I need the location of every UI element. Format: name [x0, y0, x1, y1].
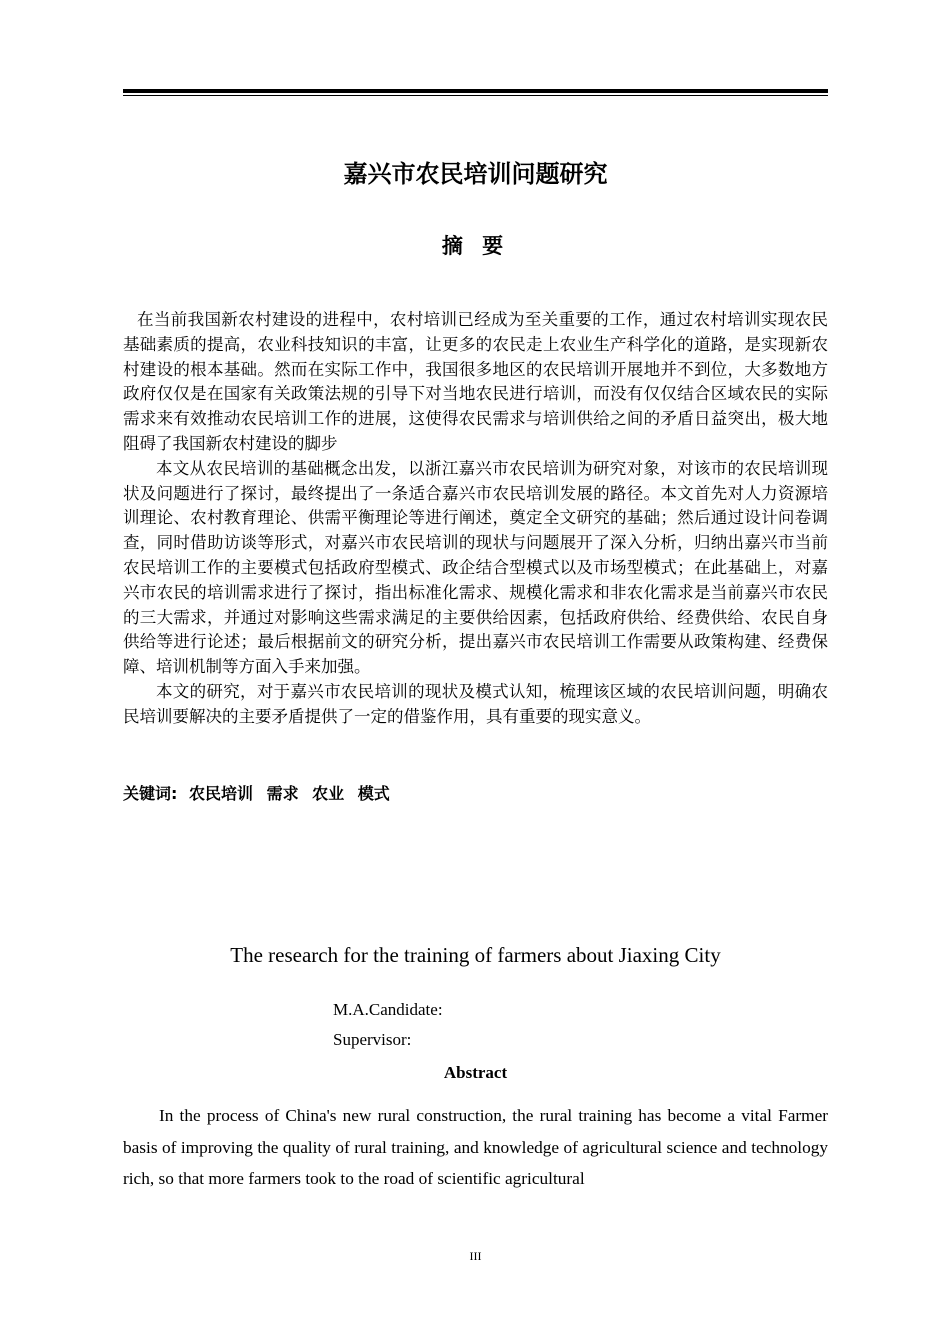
keyword-item: 模式	[357, 784, 390, 803]
chinese-abstract-paragraph-3: 本文的研究，对于嘉兴市农民培训的现状及模式认知，梳理该区域的农民培训问题，明确农民培训要解决的主要矛盾提供了一定的借鉴作用，具有重要的现实意义。	[123, 681, 828, 726]
chinese-abstract-paragraph-1: 在当前我国新农村建设的进程中，农村培训已经成为至关重要的工作，通过农村培训实现农民基础素质的提高，农业科技知识的丰富，让更多的农民走上农业生产科学化的道路，是实现新农村建设的根本基础。然而在实际工作中，我国很多地区的农民培训开展地并不到位，大多数地方政府仅仅是在国家有关政策法规的引导下对当地农民进行培训，而没有仅仅结合区域农民的实际需求来有效推动农民培训工作的进展，这使得农民需求与培训供给之间的矛盾日益突出，极大地阻碍了我国新农村建设的脚步	[123, 310, 828, 453]
candidate-label: M.A.Candidate:	[333, 1000, 443, 1019]
english-title: The research for the training of farmers about Jiaxing City	[230, 943, 721, 967]
keyword-item: 农民培训	[188, 784, 253, 803]
chinese-abstract-heading: 摘 要	[441, 234, 510, 258]
chinese-title: 嘉兴市农民培训问题研究	[343, 160, 608, 188]
english-abstract-heading: Abstract	[443, 1063, 508, 1082]
header-rule-thick	[123, 89, 828, 93]
english-abstract-paragraph: In the process of China's new rural construction, the rural training has become a vital Farmer basis of improving the quality of rural training, and knowledge of agricultural science and technology rich, so that more farmers took to the road of scientific agricultural	[123, 1106, 828, 1188]
keywords-label: 关键词:	[123, 784, 178, 803]
keyword-item: 需求	[266, 784, 299, 803]
page-number: III	[469, 1249, 482, 1263]
keyword-item: 农业	[312, 784, 345, 803]
chinese-abstract-paragraph-2: 本文从农民培训的基础概念出发，以浙江嘉兴市农民培训为研究对象，对该市的农民培训现状及问题进行了探讨，最终提出了一条适合嘉兴市农民培训发展的路径。本文首先对人力资源培训理论、农村教育理论、供需平衡理论等进行阐述，奠定全文研究的基础；然后通过设计问卷调查，同时借助访谈等形式，对嘉兴市农民培训的现状与问题展开了深入分析，归纳出嘉兴市当前农民培训工作的主要模式包括政府型模式、政企结合型模式以及市场型模式；在此基础上，对嘉兴市农民的培训需求进行了探讨，指出标准化需求、规模化需求和非农化需求是当前嘉兴市农民的三大需求，并通过对影响这些需求满足的主要供给因素，包括政府供给、经费供给、农民自身供给等进行论述；最后根据前文的研究分析，提出嘉兴市农民培训工作需要从政策构建、经费保障、培训机制等方面入手来加强。	[123, 458, 828, 677]
header-rule-thin	[123, 95, 828, 96]
keywords-line	[123, 782, 828, 806]
chinese-abstract-body	[123, 308, 828, 730]
supervisor-label: Supervisor:	[333, 1030, 412, 1049]
